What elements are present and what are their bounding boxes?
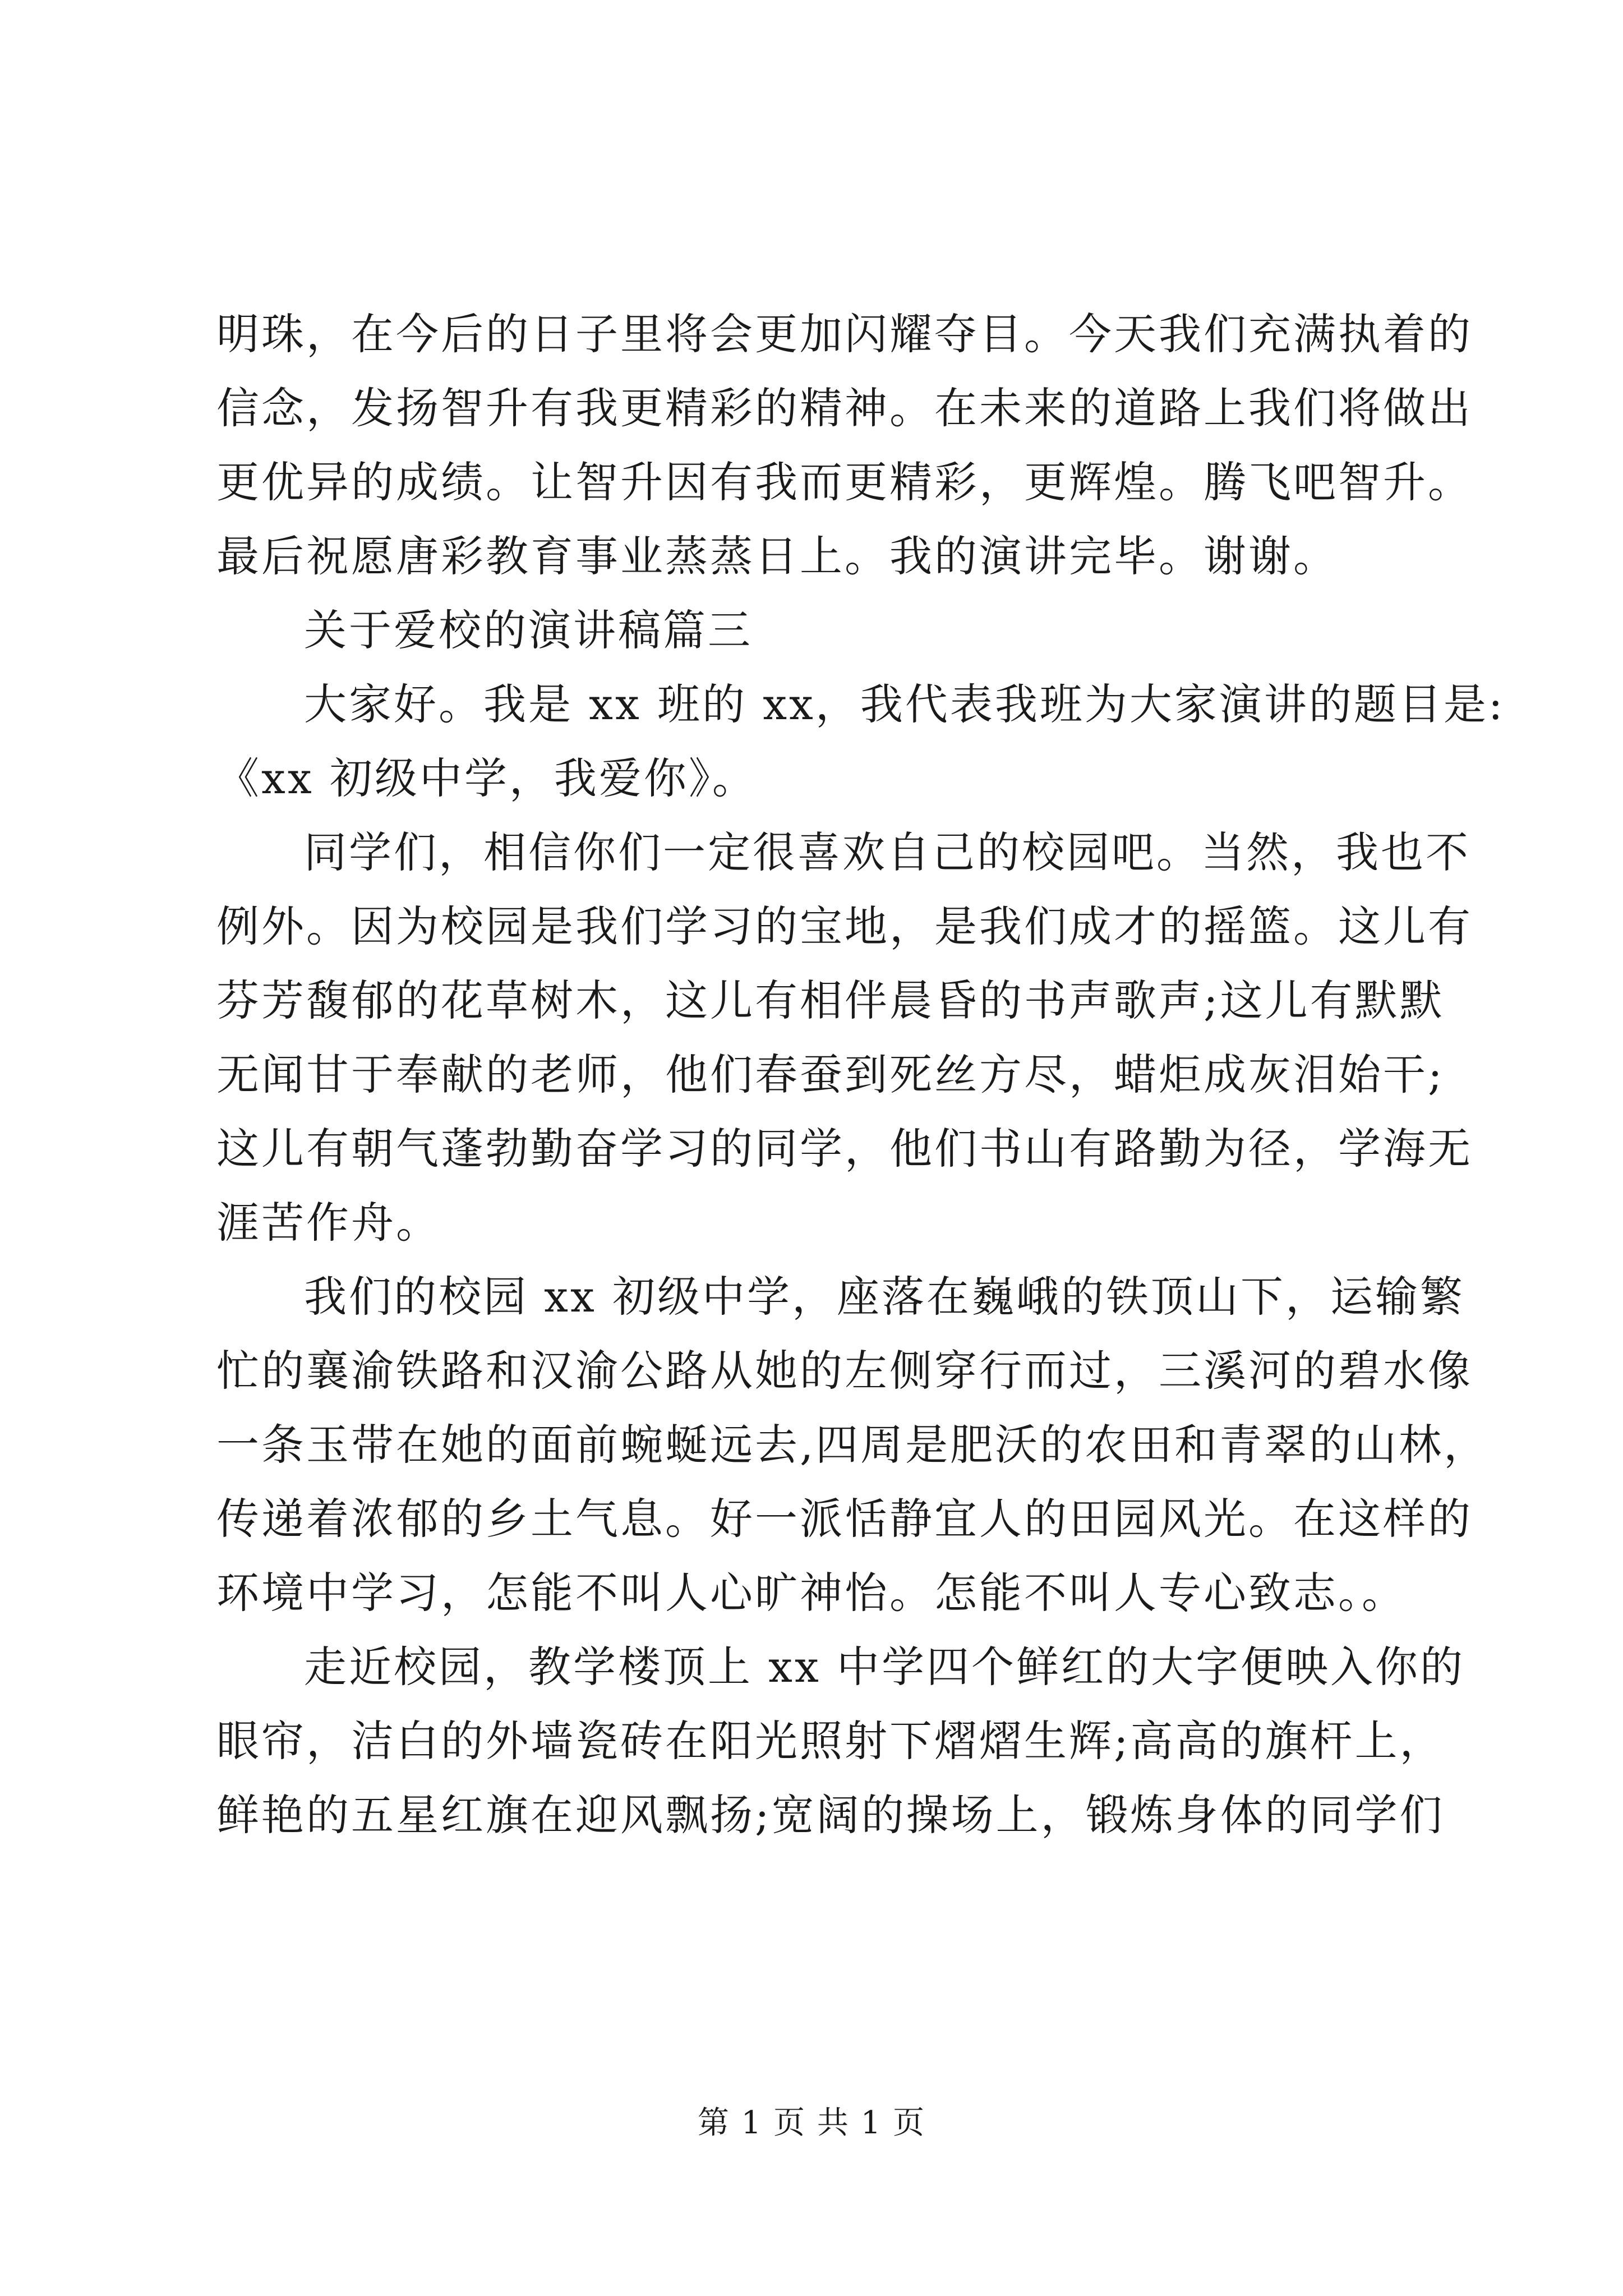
text-line-19: 走近校园，教学楼顶上 xx 中学四个鲜红的大字便映入你的 [304,1642,1465,1692]
text-line-12: 这儿有朝气蓬勃勤奋学习的同学，他们书山有路勤为径，学海无 [216,1124,1473,1174]
text-line-20: 眼帘，洁白的外墙瓷砖在阳光照射下熠熠生辉;高高的旗杆上， [216,1716,1445,1766]
text-line-7: 《xx 初级中学，我爱你》。 [216,753,757,803]
text-line-6: 大家好。我是 xx 班的 xx，我代表我班为大家演讲的题目是: [304,679,1505,729]
text-line-2: 信念，发扬智升有我更精彩的精神。在未来的道路上我们将做出 [216,383,1473,433]
text-line-10: 芬芳馥郁的花草树木，这儿有相伴晨昏的书声歌声;这儿有默默 [216,976,1445,1025]
page-footer: 第 1 页 共 1 页 [697,2105,926,2141]
text-line-21: 鲜艳的五星红旗在迎风飘扬;宽阔的操场上，锻炼身体的同学们 [216,1790,1445,1840]
text-line-4: 最后祝愿唐彩教育事业蒸蒸日上。我的演讲完毕。谢谢。 [216,531,1338,581]
text-line-15: 忙的襄渝铁路和汉渝公路从她的左侧穿行而过，三溪河的碧水像 [216,1346,1473,1396]
section-heading: 关于爱校的演讲稿篇三 [304,605,753,655]
text-line-17: 传递着浓郁的乡土气息。好一派恬静宜人的田园风光。在这样的 [216,1494,1473,1544]
text-line-1: 明珠，在今后的日子里将会更加闪耀夺目。今天我们充满执着的 [216,309,1473,359]
text-line-8: 同学们，相信你们一定很喜欢自己的校园吧。当然，我也不 [304,827,1470,877]
document-body [216,297,1505,1852]
text-line-18: 环境中学习，怎能不叫人心旷神怡。怎能不叫人专心致志。。 [216,1568,1407,1618]
text-line-9: 例外。因为校园是我们学习的宝地，是我们成才的摇篮。这儿有 [216,901,1473,951]
text-line-14: 我们的校园 xx 初级中学，座落在巍峨的铁顶山下，运输繁 [304,1272,1465,1322]
text-line-16: 一条玉带在她的面前蜿蜒远去,四周是肥沃的农田和青翠的山林， [216,1420,1489,1470]
text-line-3: 更优异的成绩。让智升因有我而更精彩，更辉煌。腾飞吧智升。 [216,457,1473,507]
text-line-11: 无闻甘于奉献的老师，他们春蚕到死丝方尽，蜡炬成灰泪始干; [216,1050,1445,1099]
text-line-13: 涯苦作舟。 [216,1198,441,1248]
